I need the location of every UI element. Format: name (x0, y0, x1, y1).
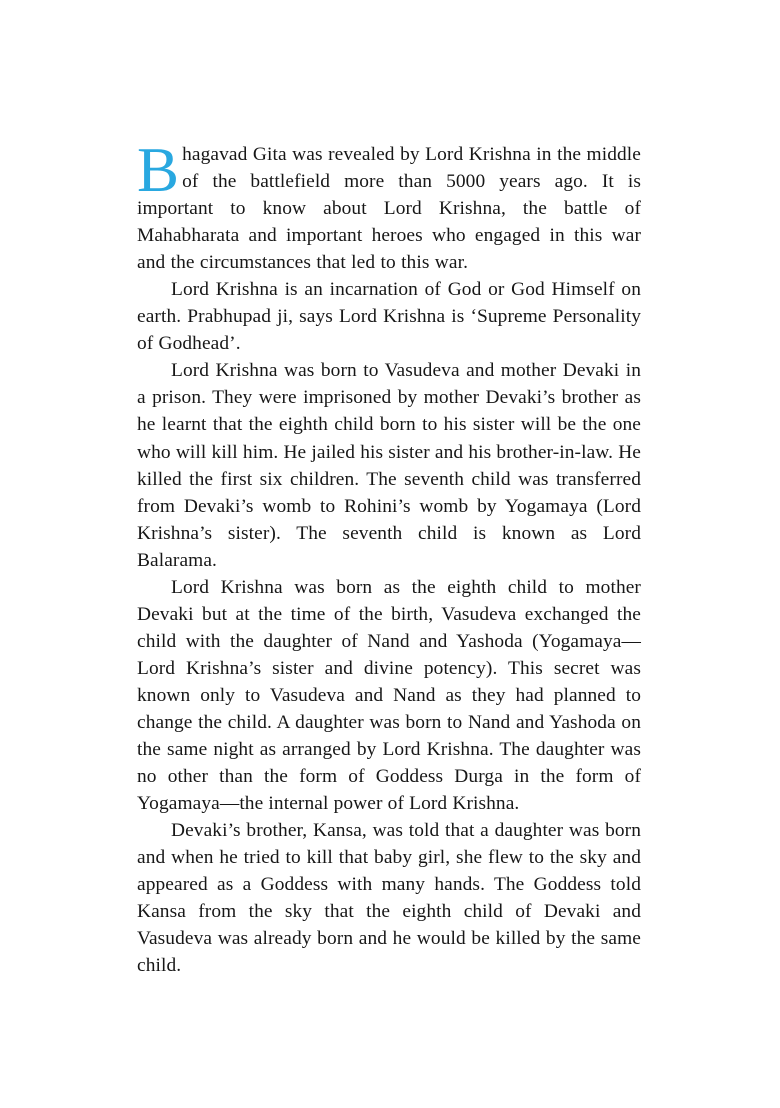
paragraph-3: Lord Krishna was born to Vasudeva and mother Devaki in a prison. They were imprisoned by mother Devaki’s brother as he learnt that the eighth child born to his sister will be the one who will kill him. He jailed his sister and his brother-in-law. He killed the first six children. The seventh child was transferred from Devaki’s womb to Rohini’s womb by Yogamaya (Lord Krishna’s sister). The seventh child is known as Lord Balarama. (137, 360, 641, 571)
paragraph-5: Devaki’s brother, Kansa, was told that a daughter was born and when he tried to kill that baby girl, she flew to the sky and appeared as a Goddess with many hands. The Goddess told Kansa from the sky that the eighth child of Devaki and Vasudeva was already born and he would be killed by the same child. (137, 820, 641, 977)
paragraph-4: Lord Krishna was born as the eighth child to mother Devaki but at the time of the birth, Vasudeva exchanged the child with the daughter of Nand and Yashoda (Yogamaya—Lord Krishna’s sister and divine potency). This secret was known only to Vasudeva and Nand as they had planned to change the child. A daughter was born to Nand and Yashoda on the same night as arranged by Lord Krishna. The daughter was no other than the form of Goddess Durga in the form of Yogamaya—the internal power of Lord Krishna. (137, 576, 641, 815)
drop-cap-letter: B (137, 135, 180, 205)
paragraph-1-text: hagavad Gita was revealed by Lord Krishna in the middle of the battlefield more than 5000 years ago. It is important to know about Lord Krishna, the battle of Mahabharata and important heroes who engaged in this war and the circumstances that led to this war. (137, 144, 641, 274)
paragraph-1 (137, 135, 641, 276)
paragraph-2: Lord Krishna is an incarnation of God or God Himself on earth. Prabhupad ji, says Lord Krishna is ‘Supreme Personality of Godhead’. (137, 279, 641, 355)
body-text-block (137, 135, 641, 979)
